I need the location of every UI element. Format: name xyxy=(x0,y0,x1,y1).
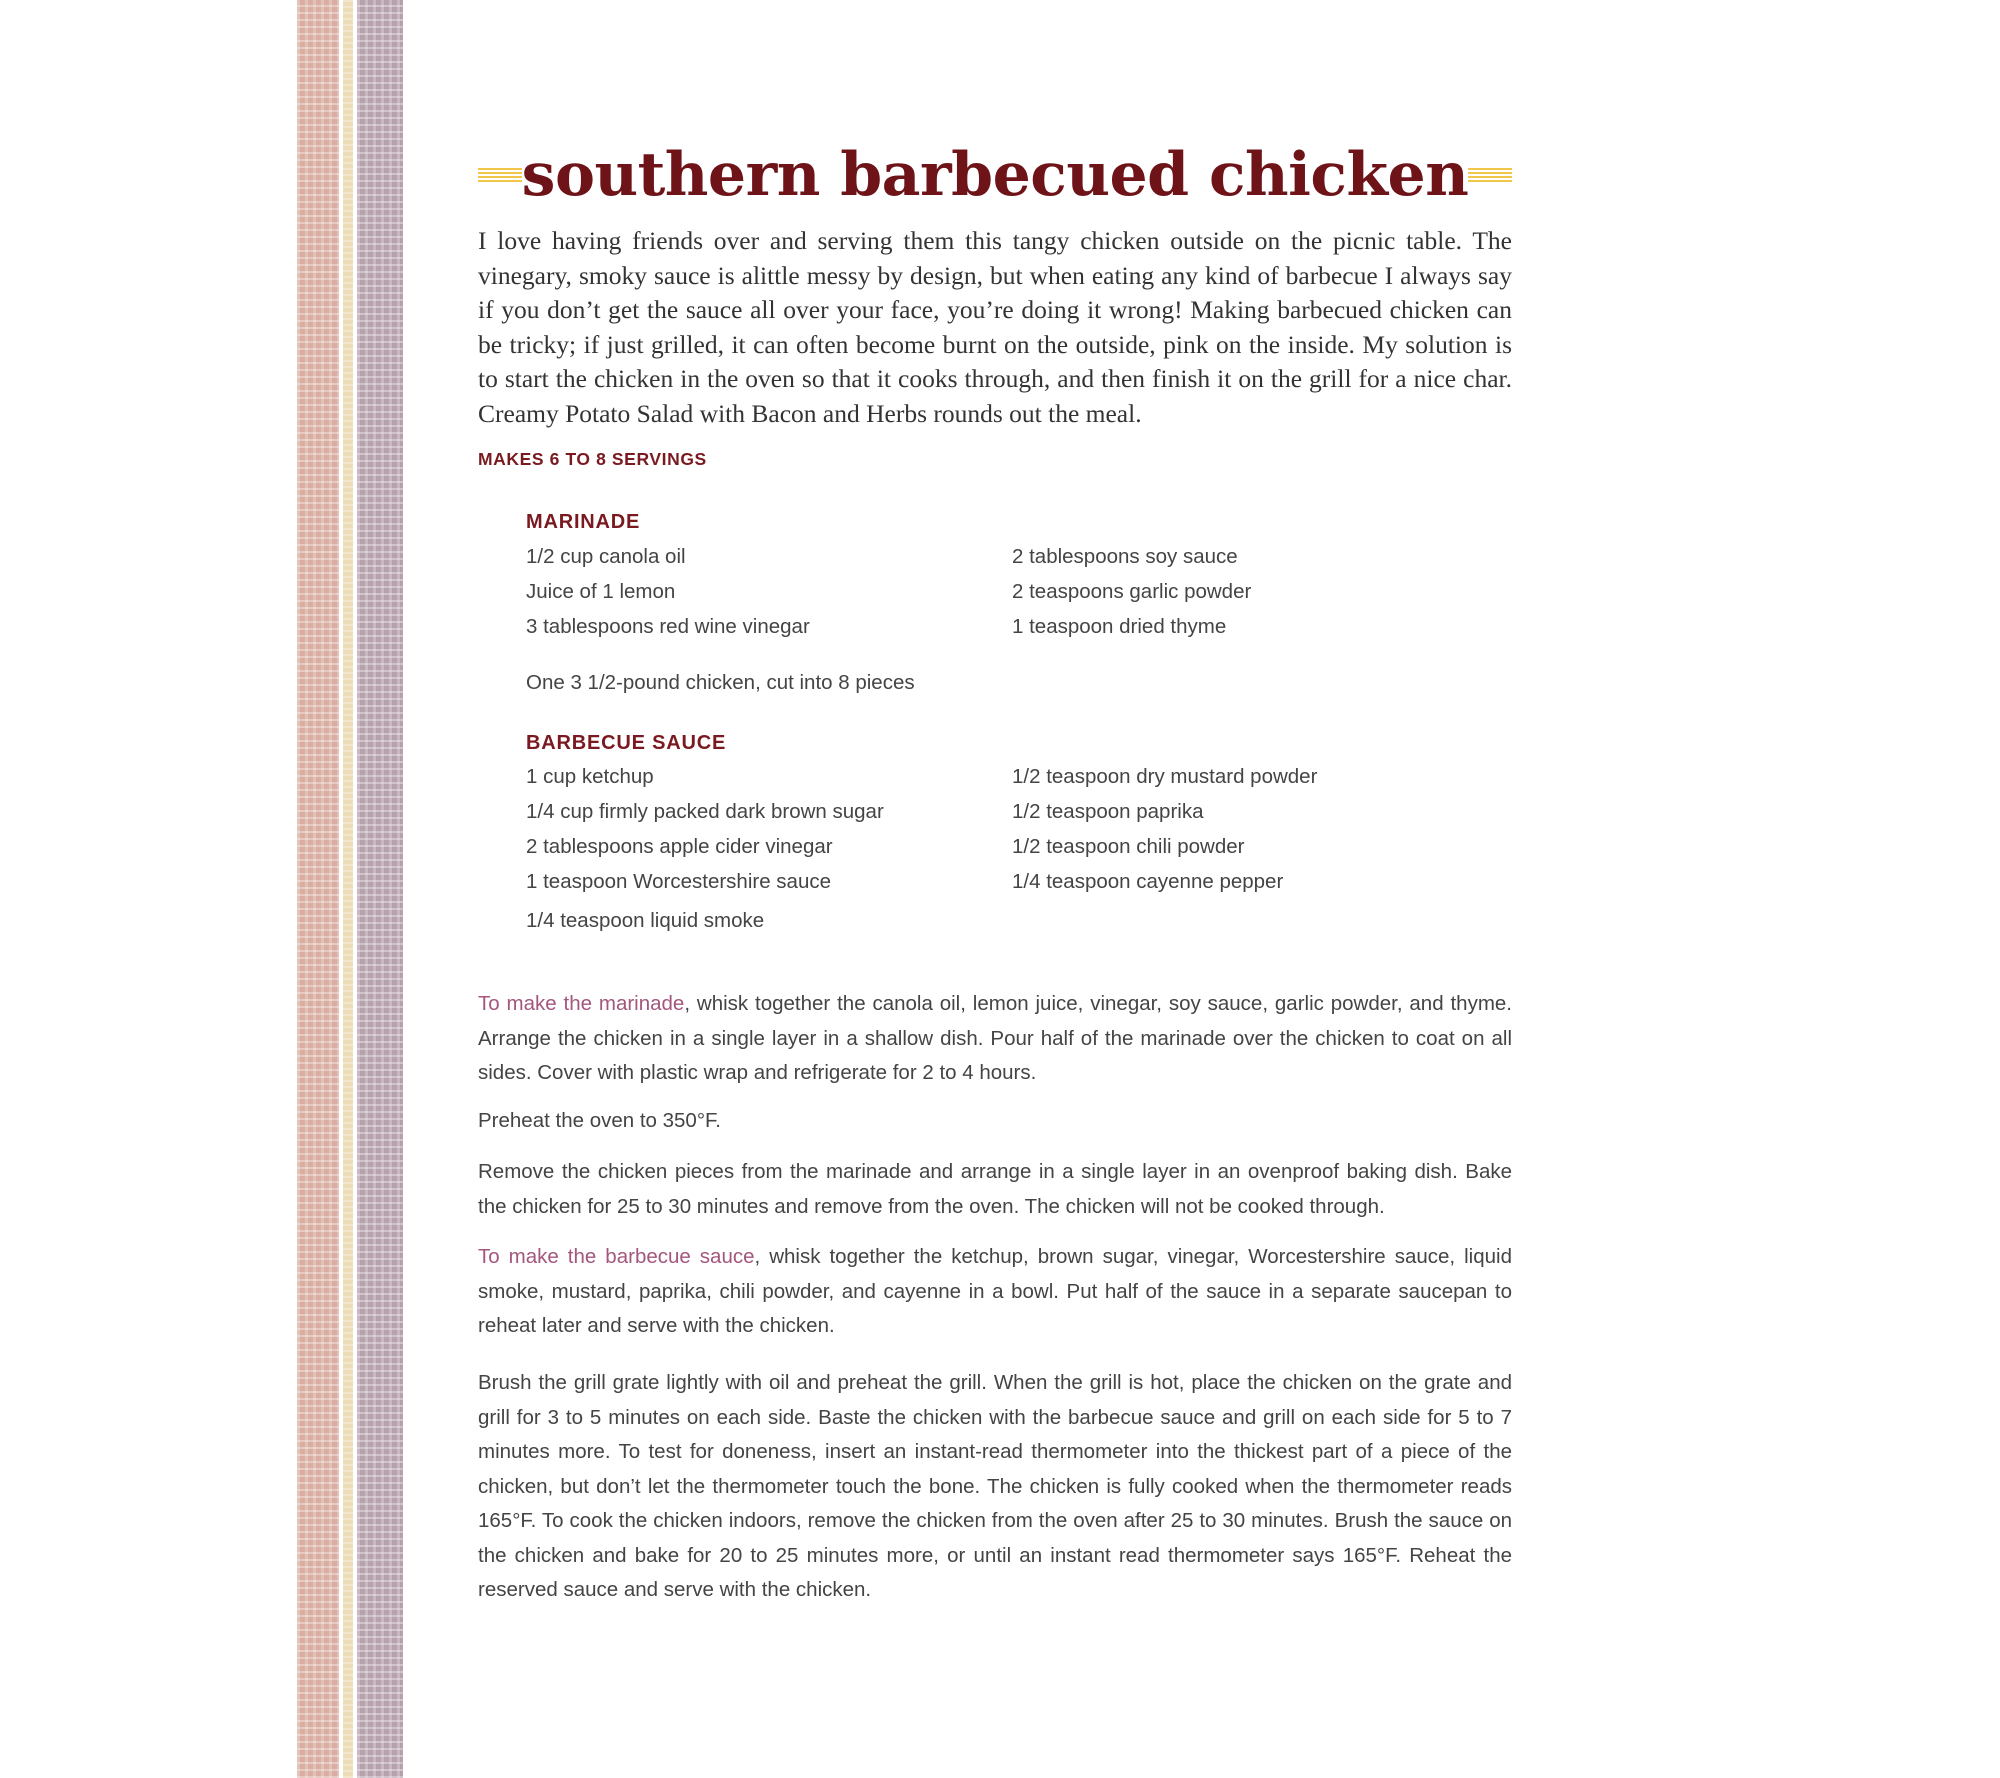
recipe-intro: I love having friends over and serving them this tangy chicken outside on the picnic table. The vinegary, smoky sauce is alittle messy by design, but when eating any kind of barbecue I always say if you don’t get the sauce all over your face, you’re doing it wrong! Making barbecued chicken can be tricky; if just grilled, it can often become burnt on the outside, pink on the inside. My solution is to start the chicken in the oven so that it cooks through, and then finish it on the grill for a nice char. Creamy Potato Salad with Bacon and Herbs rounds out the meal. xyxy=(478,226,1512,428)
sauce-heading: BARBECUE SAUCE xyxy=(526,732,727,754)
step-text: Preheat the oven to 350°F. xyxy=(478,1109,721,1132)
marinade-heading: MARINADE xyxy=(526,511,641,533)
ingredient-item: 1/2 teaspoon dry mustard powder xyxy=(1012,765,1318,788)
decorative-stripe-pink xyxy=(297,0,339,1778)
ingredient-item: 1/2 teaspoon chili powder xyxy=(1012,835,1245,858)
method-step-bake xyxy=(478,1155,1512,1224)
step-text: Remove the chicken pieces from the marinade and arrange in a single layer in an ovenproof baking dish. Bake the chicken for 25 to 30 minutes and remove from the oven. The chicken will not be cooked through. xyxy=(478,1160,1512,1218)
step-lead: To make the marinade xyxy=(478,992,685,1015)
ingredient-item: 2 tablespoons soy sauce xyxy=(1012,545,1238,568)
ingredient-item: 1 cup ketchup xyxy=(526,765,654,788)
ingredient-item: 2 tablespoons apple cider vinegar xyxy=(526,835,833,858)
decorative-stripe-cream xyxy=(343,0,353,1778)
ingredient-item: 1/2 cup canola oil xyxy=(526,545,686,568)
ingredient-item: 2 teaspoons garlic powder xyxy=(1012,580,1252,603)
chicken-ingredient: One 3 1/2-pound chicken, cut into 8 pieces xyxy=(526,671,915,694)
title-rule-right xyxy=(1468,168,1512,182)
ingredient-item: 1/2 teaspoon paprika xyxy=(1012,800,1204,823)
method-step-preheat xyxy=(478,1104,1512,1139)
title-rule-left xyxy=(478,168,522,182)
ingredient-item: 1 teaspoon dried thyme xyxy=(1012,615,1227,638)
ingredient-item: 1/4 teaspoon liquid smoke xyxy=(526,909,765,932)
recipe-title: southern barbecued chicken xyxy=(521,140,1469,210)
ingredient-item: 1/4 cup firmly packed dark brown sugar xyxy=(526,800,884,823)
step-text: , whisk together the canola oil, lemon juice, vinegar, soy sauce, garlic powder, and thyme. Arrange the chicken in a single layer in a shallow dish. Pour half of the marinade over the chicken to coat on all sides. Cover with plastic wrap and refrigerate for 2 to 4 hours. xyxy=(478,992,1512,1084)
ingredient-item: 1/4 teaspoon cayenne pepper xyxy=(1012,870,1284,893)
decorative-stripe-mauve xyxy=(357,0,403,1778)
method-step-grill xyxy=(478,1366,1512,1608)
method-step-sauce xyxy=(478,1240,1512,1344)
ingredient-item: 3 tablespoons red wine vinegar xyxy=(526,615,810,638)
ingredient-item: 1 teaspoon Worcestershire sauce xyxy=(526,870,832,893)
step-lead: To make the barbecue sauce xyxy=(478,1245,755,1268)
step-text: Brush the grill grate lightly with oil and preheat the grill. When the grill is hot, place the chicken on the grate and grill for 3 to 5 minutes on each side. Baste the chicken with the barbecue sauce and grill on each side for 5 to 7 minutes more. To test for doneness, insert an instant-read thermometer into the thickest part of a piece of the chicken, but don’t let the thermometer touch the bone. The chicken is fully cooked when the thermometer reads 165°F. To cook the chicken indoors, remove the chicken from the oven after 25 to 30 minutes. Brush the sauce on the chicken and bake for 20 to 25 minutes more, or until an instant read thermometer says 165°F. Reheat the reserved sauce and serve with the chicken. xyxy=(478,1371,1512,1601)
title-row xyxy=(478,130,1512,220)
step-text: , whisk together the ketchup, brown sugar, vinegar, Worcestershire sauce, liquid smoke, mustard, paprika, chili powder, and cayenne in a bowl. Put half of the sauce in a separate saucepan to reheat later and serve with the chicken. xyxy=(478,1245,1512,1337)
servings-label: MAKES 6 TO 8 SERVINGS xyxy=(478,449,707,469)
ingredient-item: Juice of 1 lemon xyxy=(526,580,676,603)
method-step-marinade xyxy=(478,987,1512,1091)
